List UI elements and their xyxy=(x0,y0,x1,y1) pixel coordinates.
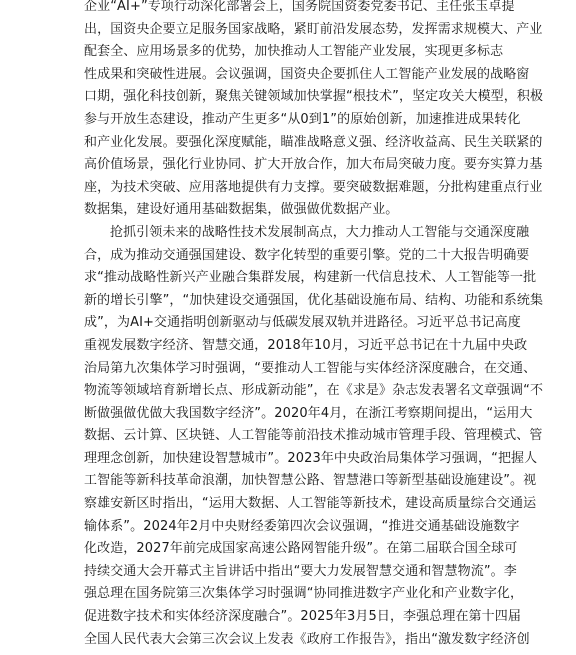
text-line: 配套全、应用场景多的优势，加快推动人工智能产业发展，实现更多标志 xyxy=(84,44,504,60)
text-line: 持续交通大会开幕式主旨讲话中指出“要大力发展智慧交通和智慧物流”。李 xyxy=(84,563,517,579)
text-line: 座，为技术突破、应用落地提供有力支撑。要突破数据难题，分批构建重点行业 xyxy=(84,179,543,195)
text-line: 企业“AI+”专项行动深化部署会上，国务院国资委党委书记、主任张玉卓提 xyxy=(84,0,515,14)
text-line: 化改造，2027年前完成国家高速公路网智能升级”。在第二届联合国全球可 xyxy=(84,541,518,557)
text-line: 成”，为AI+交通指明创新驱动与低碳发展双轨并进路径。习近平总书记高度 xyxy=(84,315,521,331)
text-line: 断做强做优做大我国数字经济”。2020年4月，在浙江考察期间提出，“运用大 xyxy=(84,405,533,421)
paragraph-ai-transport xyxy=(84,222,544,651)
text-line: 高价值场景，强化行业协同、扩大开放合作，加大布局突破力度。要夯实算力基 xyxy=(84,157,543,173)
text-line: 输体系”。2024年2月中央财经委第四次会议强调，“推进交通基础设施数字 xyxy=(84,518,520,534)
text-line: 和产业化发展。要强化深度赋能，瞄准战略意义强、经济收益高、民生关联紧的 xyxy=(84,134,543,150)
text-line: 求“推动战略性新兴产业融合集群发展，构建新一代信息技术、人工智能等一批 xyxy=(84,270,537,286)
text-line: 性成果和突破性进展。会议强调，国资央企要抓住人工智能产业发展的战略窗 xyxy=(84,66,530,82)
paragraph-ai-plus-deployment xyxy=(84,0,544,222)
text-line: 出，国资央企要立足服务国家战略，紧盯前沿发展态势，发挥需求规模大、产业 xyxy=(84,21,543,37)
text-line: 抢抓引领未来的战略性技术发展制高点，大力推动人工智能与交通深度融 xyxy=(110,224,530,240)
text-line: 参与开放生态建设，推动产生更多“从0到1”的原始创新，加速推进成果转化 xyxy=(84,111,521,127)
text-line: 合，成为推动交通强国建设、数字化转型的重要引擎。党的二十大报告明确要 xyxy=(84,247,530,263)
text-line: 促进数字技术和实体经济深度融合”。2025年3月5日，李强总理在第十四届 xyxy=(84,609,521,625)
text-line: 强总理在国务院第三次集体学习时强调“协同推进数字产业化和产业数字化， xyxy=(84,586,524,602)
text-line: 数据集，建设好通用基础数据集，做强做优数据产业。 xyxy=(84,202,399,218)
text-line: 全国人民代表大会第三次会议上发表《政府工作报告》，指出“激发数字经济创 xyxy=(84,631,530,647)
text-line: 治局第九次集体学习时强调，“要推动人工智能与实体经济深度融合，在交通、 xyxy=(84,360,537,376)
text-line: 工智能等新科技革命浪潮，加快智慧公路、智慧港口等新型基础设施建设”。视 xyxy=(84,473,537,489)
text-line: 数据、云计算、区块链、人工智能等前沿技术推动城市管理手段、管理模式、管 xyxy=(84,428,543,444)
text-line: 物流等领域培育新增长点、形成新动能”，在《求是》杂志发表署名文章强调“不 xyxy=(84,383,544,399)
text-line: 重视发展数字经济、智慧交通，2018年10月，习近平总书记在十九届中央政 xyxy=(84,337,528,353)
text-line: 察雄安新区时指出，“运用大数据、人工智能等新技术，建设高质量综合交通运 xyxy=(84,496,537,512)
text-line: 口期，强化科技创新，聚焦关键领域加快掌握“根技术”，坚定攻关大模型，积极 xyxy=(84,89,544,105)
text-line: 新的增长引擎”，“加快建设交通强国，优化基础设施布局、结构、功能和系统集 xyxy=(84,292,544,308)
text-line: 理理念创新，加快建设智慧城市”。2023年中央政治局集体学习强调，“把握人 xyxy=(84,450,538,466)
